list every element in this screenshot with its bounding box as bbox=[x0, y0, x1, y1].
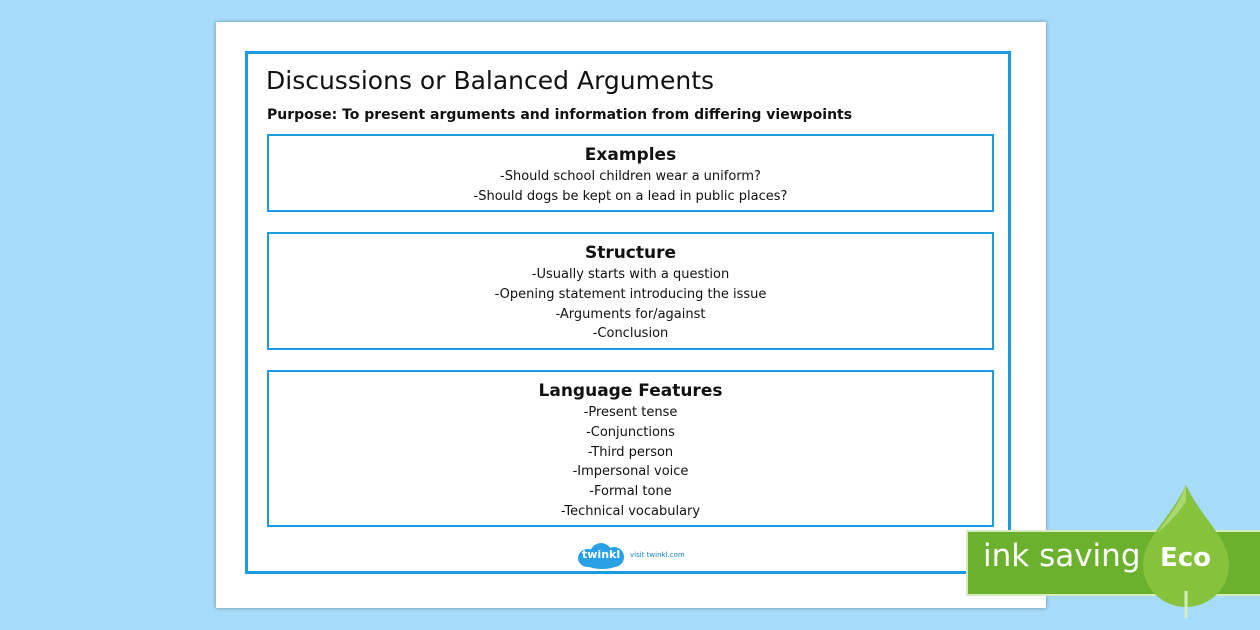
structure-box bbox=[267, 232, 994, 350]
structure-item: -Arguments for/against bbox=[555, 306, 706, 322]
language-feature-item: -Technical vocabulary bbox=[560, 503, 701, 519]
structure-item: -Opening statement introducing the issue bbox=[494, 286, 767, 302]
purpose-statement: Purpose: To present arguments and information from differing viewpoints bbox=[267, 107, 853, 123]
twinkl-footer bbox=[578, 541, 685, 569]
language-feature-item: -Formal tone bbox=[589, 484, 672, 500]
twinkl-logo-text: twinkl bbox=[582, 548, 621, 561]
ink-saving-label: ink saving bbox=[983, 538, 1141, 574]
language-feature-item: -Conjunctions bbox=[586, 424, 675, 440]
example-item: -Should dogs be kept on a lead in public places? bbox=[473, 188, 788, 204]
structure-item: -Conclusion bbox=[592, 326, 669, 342]
structure-heading: Structure bbox=[584, 243, 677, 263]
language-features-heading: Language Features bbox=[538, 381, 723, 401]
language-feature-item: -Third person bbox=[587, 444, 674, 460]
example-item: -Should school children wear a uniform? bbox=[500, 169, 761, 184]
examples-heading: Examples bbox=[584, 145, 677, 165]
examples-box bbox=[267, 134, 994, 212]
language-feature-item: -Present tense bbox=[583, 405, 678, 420]
structure-item: -Usually starts with a question bbox=[531, 267, 730, 282]
language-feature-item: -Impersonal voice bbox=[572, 464, 689, 480]
worksheet-page bbox=[216, 22, 1046, 608]
page-title: Discussions or Balanced Arguments bbox=[266, 66, 715, 95]
eco-label: Eco bbox=[1160, 543, 1212, 573]
visit-link[interactable]: visit twinkl.com bbox=[630, 551, 685, 559]
language-features-box bbox=[267, 370, 994, 527]
twinkl-logo bbox=[578, 541, 628, 569]
